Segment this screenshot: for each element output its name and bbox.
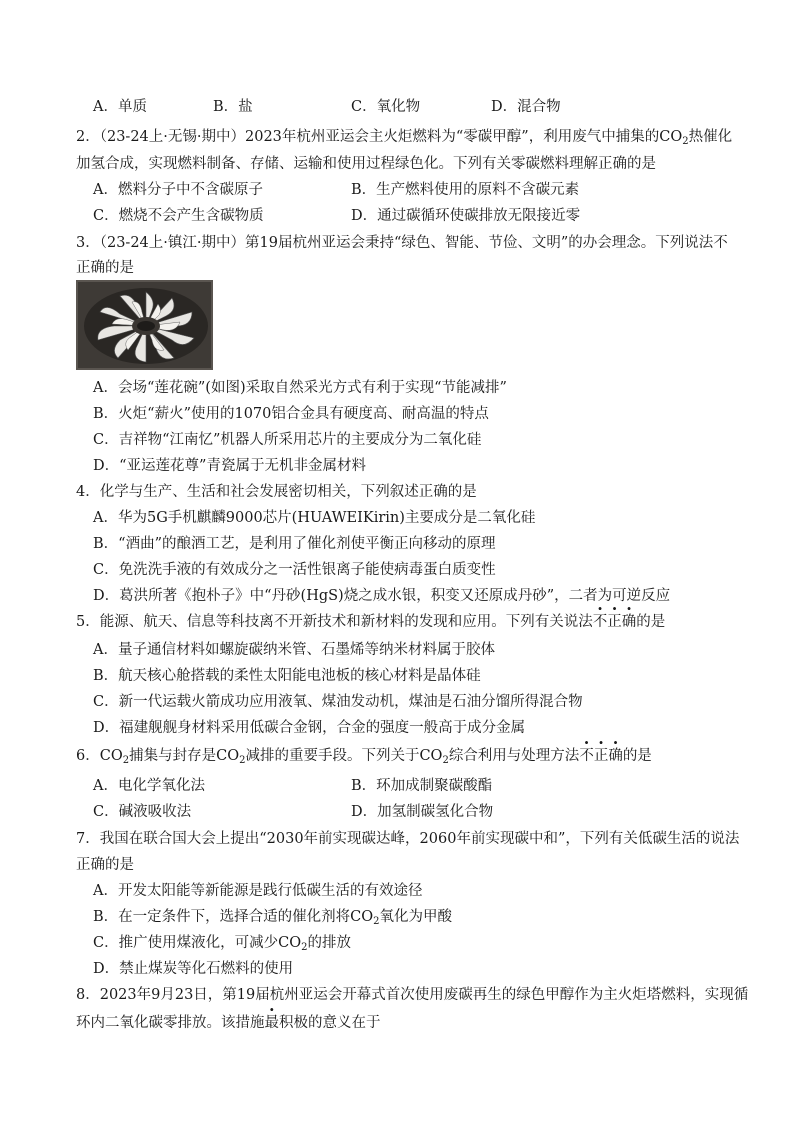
q3-option-c: C．吉祥物“江南忆”机器人所采用芯片的主要成分为二氧化硅	[93, 432, 482, 448]
q5-option-d: D．福建舰舰身材料采用低碳合金钢，合金的强度一般高于成分金属	[93, 720, 526, 736]
q4-option-a: A．华为5G手机麒麟9000芯片(HUAWEIKirin)主要成分是二氧化硅	[93, 510, 536, 526]
q2-stem-line1: 2．（23-24上·无锡·期中）2023年杭州亚运会主火炬燃料为“零碳甲醇”，利用废气中捕集的$CO_2$热催化	[76, 129, 733, 147]
q3-stem-line1: 3．（23-24上·镇江·期中）第19届杭州亚运会秉持“绿色、智能、节俭、文明”的办会理念。下列说法不	[76, 235, 728, 251]
q7-stem-line2: 正确的是	[76, 857, 134, 873]
q3-option-a: A．会场“莲花碗”(如图)采取自然采光方式有利于实现“节能减排”	[93, 380, 507, 396]
q4-stem: 4．化学与生产、生活和社会发展密切相关，下列叙述正确的是	[76, 484, 477, 500]
q6-stem: 6．$CO_2$捕集与封存是$CO_2$减排的重要手段。下列关于$CO_2$综合利用与处理方法不正确的是	[76, 748, 652, 766]
q7-option-c: C．推广使用煤液化，可减少$CO_2$的排放	[93, 935, 351, 953]
q3-stem-line2: 正确的是	[76, 260, 134, 276]
q5-option-a: A．量子通信材料如螺旋碳纳米管、石墨烯等纳米材料属于胶体	[93, 642, 495, 658]
q7-option-a: A．开发太阳能等新能源是践行低碳生活的有效途径	[93, 883, 423, 899]
lotus-bowl-photo	[76, 280, 213, 370]
q2-option-a: A．燃料分子中不含碳原子	[93, 182, 263, 198]
q5-stem: 5．能源、航天、信息等科技离不开新技术和新材料的发现和应用。下列有关说法不正确的是	[76, 614, 666, 630]
q7-option-b: B．在一定条件下，选择合适的催化剂将$CO_2$氧化为甲酸	[93, 909, 453, 927]
q8-stem-line2: 环内二氧化碳零排放。该措施最积极的意义在于	[76, 1015, 381, 1031]
q4-option-c: C．免洗洗手液的有效成分之一活性银离子能使病毒蛋白质变性	[93, 562, 496, 578]
q6-option-c: C．碱液吸收法	[93, 804, 192, 820]
q2-option-d: D．通过碳循环使碳排放无限接近零	[351, 208, 581, 224]
q1-option-c: C．氧化物	[351, 99, 421, 115]
q7-option-d: D．禁止煤炭等化石燃料的使用	[93, 961, 294, 977]
q6-option-a: A．电化学氧化法	[93, 778, 205, 794]
q6-option-b: B．环加成制聚碳酸酯	[351, 778, 493, 794]
q2-option-c: C．燃烧不会产生含碳物质	[93, 208, 264, 224]
q6-option-d: D．加氢制碳氢化合物	[351, 804, 494, 820]
q1-option-b: B．盐	[213, 99, 253, 115]
q3-option-b: B．火炬“薪火”使用的1070铝合金具有硬度高、耐高温的特点	[93, 406, 489, 422]
q3-option-d: D．“亚运莲花尊”青瓷属于无机非金属材料	[93, 458, 366, 474]
q2-option-b: B．生产燃料使用的原料不含碳元素	[351, 182, 580, 198]
q5-option-b: B．航天核心舱搭载的柔性太阳能电池板的核心材料是晶体硅	[93, 668, 481, 684]
q2-stem-line2: 加氢合成，实现燃料制备、存储、运输和使用过程绿色化。下列有关零碳燃料理解正确的是	[76, 156, 656, 172]
q4-option-b: B．“酒曲”的酿酒工艺，是利用了催化剂使平衡正向移动的原理	[93, 536, 496, 552]
q1-option-a: A．单质	[93, 99, 147, 115]
q1-option-d: D．混合物	[491, 99, 561, 115]
q5-option-c: C．新一代运载火箭成功应用液氧、煤油发动机，煤油是石油分馏所得混合物	[93, 694, 583, 710]
q7-stem-line1: 7．我国在联合国大会上提出“2030年前实现碳达峰，2060年前实现碳中和”，下列有关低碳生活的说法	[76, 831, 740, 847]
q8-stem-line1: 8．2023年9月23日，第19届杭州亚运会开幕式首次使用废碳再生的绿色甲醇作为主火炬塔燃料，实现循	[76, 987, 749, 1003]
q4-option-d: D．葛洪所著《抱朴子》中“丹砂(HgS)烧之成水银，积变又还原成丹砂”，二者为可逆反应	[93, 588, 671, 604]
